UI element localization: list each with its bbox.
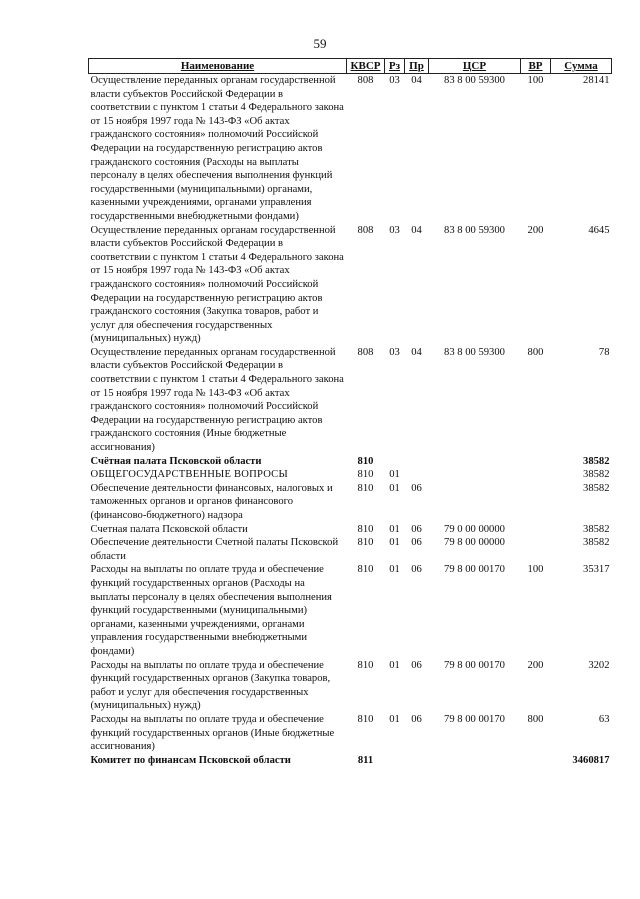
cell-csr: 83 8 00 59300	[444, 224, 505, 236]
cell-sum: 28141	[583, 75, 610, 86]
cell-pr: 04	[411, 224, 422, 236]
cell-vr: 200	[527, 659, 544, 671]
cell-kvsr: 810	[357, 455, 374, 467]
cell-csr	[429, 468, 521, 482]
page-number: 59	[313, 36, 327, 51]
cell-pr: 06	[411, 523, 422, 535]
cell-vr	[521, 482, 551, 523]
cell-sum: 38582	[583, 455, 610, 467]
cell-name: ОБЩЕГОСУДАРСТВЕННЫЕ ВОПРОСЫ	[90, 469, 288, 481]
cell-pr: 06	[411, 564, 422, 576]
cell-rz: 03	[389, 75, 400, 86]
table-header-row	[89, 59, 612, 74]
cell-vr: 100	[527, 564, 544, 576]
cell-sum: 38582	[583, 469, 610, 481]
header-csr: ЦСР	[429, 59, 521, 74]
cell-pr	[405, 468, 429, 482]
cell-pr	[405, 754, 429, 768]
cell-name: Осуществление переданных органам государственной власти субъектов Российской Федерации в соответствии с пунктом 1 статьи 4 Федерального закона от 15 ноября 1997 года № 143-ФЗ «Об актах гражданского состояния» полномочий Российской Федерации на государственную регистрацию актов гражданского состояния (Закупка товаров, работ и услуг для обеспечения государственных (муниципальных) нужд)	[90, 224, 344, 345]
cell-sum: 63	[598, 713, 610, 725]
cell-sum: 3460817	[572, 754, 610, 766]
cell-rz: 03	[389, 346, 400, 358]
cell-sum: 4645	[588, 224, 610, 236]
cell-kvsr: 810	[357, 713, 374, 725]
cell-name: Расходы на выплаты по оплате труда и обеспечение функций государственных органов (Расходы на выплаты персоналу в целях обеспечения выполнения функций государственными (муниципальными) органами, казенными учреждениями, органами управления государственными внебюджетными фондами)	[90, 564, 332, 657]
cell-name: Осуществление переданных органам государственной власти субъектов Российской Федерации в соответствии с пунктом 1 статьи 4 Федерального закона от 15 ноября 1997 года № 143-ФЗ «Об актах гражданского состояния» полномочий Российской Федерации на государственную регистрацию актов гражданского состояния (Иные бюджетные ассигнования)	[90, 346, 344, 454]
cell-name: Расходы на выплаты по оплате труда и обеспечение функций государственных органов (Иные бюджетные ассигнования)	[90, 713, 335, 753]
cell-sum: 35317	[583, 564, 610, 576]
cell-vr	[521, 468, 551, 482]
table-row	[89, 482, 612, 523]
cell-rz: 01	[389, 523, 400, 535]
cell-rz: 01	[389, 537, 400, 549]
cell-rz	[385, 754, 405, 768]
cell-vr	[521, 754, 551, 768]
table-row	[89, 713, 612, 754]
cell-rz	[385, 455, 405, 469]
cell-name: Счетная палата Псковской области	[90, 523, 248, 535]
cell-name: Расходы на выплаты по оплате труда и обеспечение функций государственных органов (Закупка товаров, работ и услуг для обеспечения государственных (муниципальных) нужд)	[90, 659, 331, 712]
table-body	[89, 74, 612, 768]
table-row	[89, 468, 612, 482]
table-row	[89, 523, 612, 537]
cell-csr: 79 8 00 00000	[444, 537, 505, 549]
cell-name: Осуществление переданных органам государственной власти субъектов Российской Федерации в соответствии с пунктом 1 статьи 4 Федерального закона от 15 ноября 1997 года № 143-ФЗ «Об актах гражданского состояния» полномочий Российской Федерации на государственную регистрацию актов гражданского состояния (Расходы на выплаты персоналу в целях обеспечения выполнения функций государственными (муниципальными) органами, казенными учреждениями, органами управления государственными внебюджетными фондами)	[90, 75, 344, 222]
cell-pr	[405, 455, 429, 469]
cell-vr: 800	[527, 346, 544, 358]
cell-kvsr: 810	[357, 523, 374, 535]
table-row	[89, 346, 612, 455]
header-sum: Сумма	[551, 59, 612, 74]
cell-sum: 3202	[588, 659, 610, 671]
cell-vr: 200	[527, 224, 544, 236]
header-rz: Рз	[385, 59, 405, 74]
cell-kvsr: 808	[357, 346, 374, 358]
cell-pr: 04	[411, 346, 422, 358]
cell-vr	[521, 523, 551, 537]
cell-csr: 79 0 00 00000	[444, 523, 505, 535]
cell-kvsr: 808	[357, 224, 374, 236]
table-row	[89, 563, 612, 658]
cell-kvsr: 810	[357, 564, 374, 576]
cell-csr: 83 8 00 59300	[444, 346, 505, 358]
cell-vr: 800	[527, 713, 544, 725]
cell-csr: 79 8 00 00170	[444, 713, 505, 725]
cell-kvsr: 808	[357, 75, 374, 86]
cell-csr	[429, 455, 521, 469]
cell-rz: 01	[389, 482, 400, 494]
table-row	[89, 455, 612, 469]
cell-sum: 38582	[583, 482, 610, 494]
cell-pr: 06	[411, 537, 422, 549]
budget-table	[88, 58, 612, 767]
table-row	[89, 74, 612, 224]
table-row	[89, 536, 612, 563]
cell-kvsr: 811	[357, 754, 374, 766]
cell-csr: 79 8 00 00170	[444, 564, 505, 576]
cell-kvsr: 810	[357, 469, 374, 481]
cell-rz: 01	[389, 713, 400, 725]
cell-csr	[429, 482, 521, 523]
cell-pr: 06	[411, 482, 422, 494]
table-row	[89, 224, 612, 346]
cell-rz: 03	[389, 224, 400, 236]
header-name: Наименование	[89, 59, 347, 74]
header-kvsr: КВСР	[347, 59, 385, 74]
cell-name: Обеспечение деятельности Счетной палаты Псковской области	[90, 537, 339, 562]
cell-kvsr: 810	[357, 659, 374, 671]
cell-csr: 79 8 00 00170	[444, 659, 505, 671]
cell-vr	[521, 536, 551, 563]
cell-rz: 01	[389, 469, 400, 481]
cell-pr: 06	[411, 659, 422, 671]
cell-sum: 38582	[583, 523, 610, 535]
cell-vr: 100	[527, 75, 544, 86]
cell-rz: 01	[389, 659, 400, 671]
cell-rz: 01	[389, 564, 400, 576]
cell-kvsr: 810	[357, 482, 374, 494]
cell-kvsr: 810	[357, 537, 374, 549]
cell-pr: 04	[411, 75, 422, 86]
cell-sum: 38582	[583, 537, 610, 549]
header-vr: ВР	[521, 59, 551, 74]
cell-pr: 06	[411, 713, 422, 725]
cell-vr	[521, 455, 551, 469]
cell-csr	[429, 754, 521, 768]
cell-name: Счётная палата Псковской области	[90, 455, 262, 467]
cell-name: Обеспечение деятельности финансовых, налоговых и таможенных органов и органов финансового (финансово-бюджетного) надзора	[90, 482, 333, 521]
cell-csr: 83 8 00 59300	[444, 75, 505, 86]
cell-sum: 78	[598, 346, 610, 358]
header-pr: Пр	[405, 59, 429, 74]
cell-name: Комитет по финансам Псковской области	[90, 754, 291, 766]
table-row	[89, 754, 612, 768]
table-row	[89, 659, 612, 713]
